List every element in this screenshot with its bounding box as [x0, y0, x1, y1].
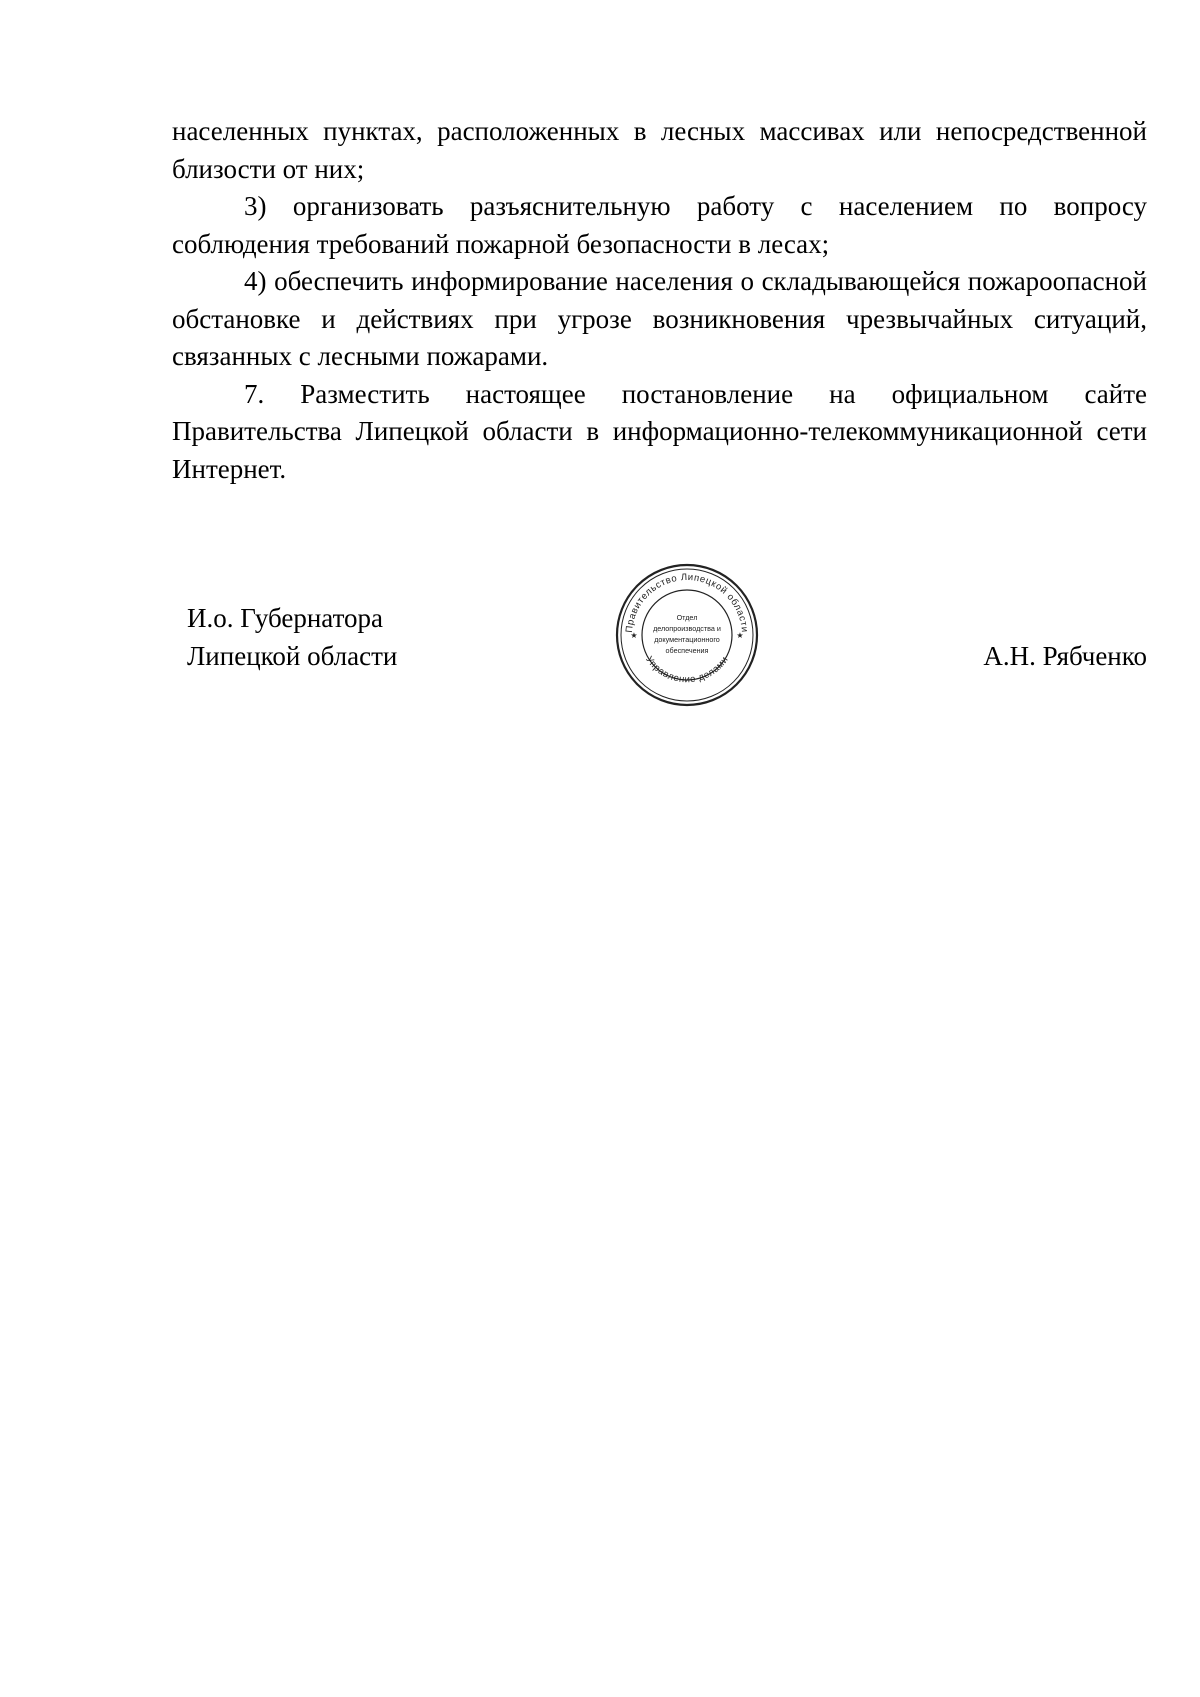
signatory-position-line-2: Липецкой области: [187, 640, 398, 671]
paragraph-item-4: 4) обеспечить информирование населения о складывающейся пожароопасной обстановке и действиях при угрозе возникновения чрезвычайных ситуаций, связанных с лесными пожарами.: [172, 266, 1147, 371]
stamp-outer-text: Правительство Липецкой области: [623, 571, 751, 634]
official-stamp: [614, 562, 760, 708]
signatory-position: [187, 600, 397, 675]
stamp-seal-icon: [614, 562, 760, 708]
svg-text:★: ★: [736, 631, 744, 640]
paragraph-item-7: 7. Разместить настоящее постановление на официальном сайте Правительства Липецкой области в информационно-телекоммуникационной сети Интернет.: [172, 378, 1147, 484]
stamp-center-line-3: документационного: [654, 635, 720, 644]
paragraph-1: населенных пунктах, расположенных в лесных массивах или непосредственной близости от них;: [172, 116, 1147, 184]
paragraph-item-3: 3) организовать разъяснительную работу с населением по вопросу соблюдения требований пожарной безопасности в лесах;: [172, 191, 1147, 259]
stamp-bottom-text: Управление делами: [643, 654, 731, 686]
signatory-name: А.Н. Рябченко: [983, 641, 1147, 671]
svg-text:Управление делами: [643, 654, 731, 685]
stamp-center-line-2: делопроизводства и: [653, 624, 721, 633]
document-body: [172, 113, 1147, 488]
stamp-center-line-1: Отдел: [676, 613, 698, 622]
signatory-position-line-1: И.о. Губернатора: [187, 603, 384, 633]
stamp-center-line-4: обеспечения: [665, 646, 709, 655]
svg-text:★: ★: [630, 631, 638, 640]
